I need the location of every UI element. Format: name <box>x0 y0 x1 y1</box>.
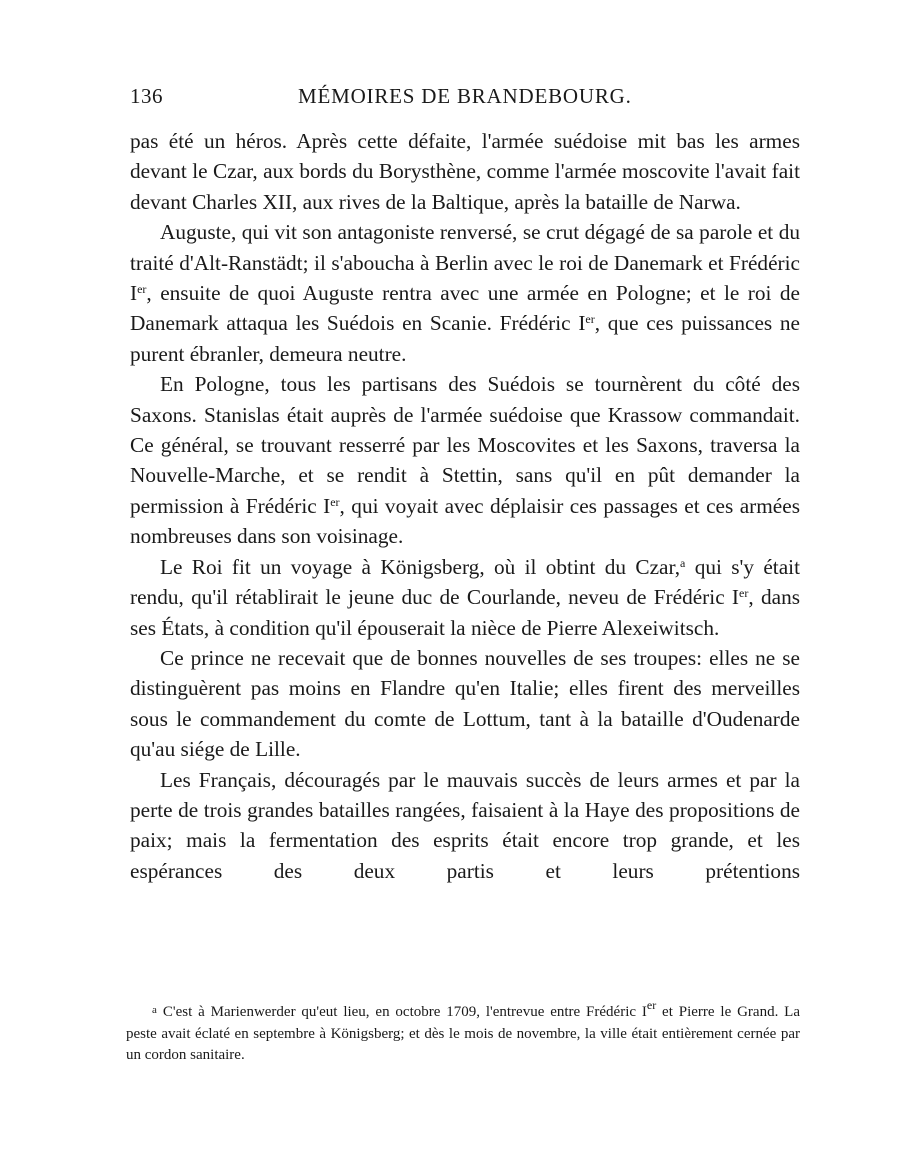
running-title: MÉMOIRES DE BRANDEBOURG. <box>298 84 632 108</box>
page-header <box>130 84 770 118</box>
footnote-reference: a <box>680 555 686 570</box>
paragraph-4-text-a: Le Roi fit un voyage à Königsberg, où il obtint du Czar, <box>160 554 681 579</box>
page-number: 136 <box>130 84 163 108</box>
paragraph-6 <box>130 765 800 887</box>
body-text <box>130 126 800 886</box>
paragraph-2-text-b: , ensuite de quoi Auguste rentra avec une armée en Pologne; et le roi de Danemark attaqua les Suédois en Scanie. Frédéric I <box>130 281 800 336</box>
superscript-er: er <box>330 494 340 509</box>
paragraph-1 <box>130 126 800 217</box>
footnote-text-a: C'est à Marienwerder qu'eut lieu, en octobre 1709, l'entrevue entre Frédéric I <box>162 1004 647 1020</box>
paragraph-2-text-a: Auguste, qui vit son antagoniste renversé, se crut dégagé de sa parole et du traité d'Alt-Ranstädt; il s'aboucha à Berlin avec le roi de Danemark et Frédéric I <box>130 220 800 306</box>
paragraph-5 <box>130 643 800 765</box>
footnote <box>126 1000 800 1067</box>
paragraph-4-text-b: qui s'y était rendu, qu'il rétablirait le jeune duc de Courlande, neveu de Frédéric I <box>130 554 800 610</box>
superscript-er: er <box>585 312 595 327</box>
paragraph-4-text-c: , dans ses États, à condition qu'il épouserait la nièce de Pierre Alexeiwitsch. <box>130 585 801 640</box>
paragraph-6-text: Les Français, découragés par le mauvais succès de leurs armes et par la perte de trois grandes batailles rangées, faisaient à la Haye des propositions de paix; mais la fermentation des esprits était encore trop grande, et les espérances des deux partis et leurs prétentions <box>130 767 800 883</box>
paragraph-2 <box>130 217 800 369</box>
paragraph-2-text-c: , que ces puissances ne purent ébranler, demeura neutre. <box>130 311 800 366</box>
paragraph-5-text: Ce prince ne recevait que de bonnes nouvelles de ses troupes: elles ne se distinguèrent pas moins en Flandre qu'en Italie; elles firent des merveilles sous le commandement du comte de Lottum, tant à la bataille d'Oudenarde qu'au siége de Lille. <box>130 645 800 762</box>
paragraph-1-text: pas été un héros. Après cette défaite, l'armée suédoise mit bas les armes devant le Czar, aux bords du Borysthène, comme l'armée moscovite l'avait fait devant Charles XII, aux rives de la Baltique, après la bataille de Narwa. <box>130 129 800 214</box>
superscript-er: er <box>137 282 147 297</box>
superscript-er: er <box>646 998 657 1012</box>
superscript-er: er <box>739 586 749 601</box>
paragraph-3-text-b: , qui voyait avec déplaisir ces passages et ces armées nombreuses dans son voisinage. <box>130 493 800 549</box>
footnote-marker: a <box>152 1004 157 1016</box>
paragraph-3 <box>130 369 800 551</box>
footnote-text-b: et Pierre le Grand. La peste avait éclaté en septembre à Königsberg; et dès le mois de novembre, la ville était entièrement cernée par un cordon sanitaire. <box>126 1004 800 1063</box>
paragraph-3-text-a: En Pologne, tous les partisans des Suédois se tournèrent du côté des Saxons. Stanislas était auprès de l'armée suédoise que Krassow commandait. Ce général, se trouvant resserré par les Moscovites et les Saxons, traversa la Nouvelle-Marche, et se rendit à Stettin, sans qu'il en pût demander la permission à Frédéric I <box>130 372 800 518</box>
paragraph-4 <box>130 552 800 643</box>
